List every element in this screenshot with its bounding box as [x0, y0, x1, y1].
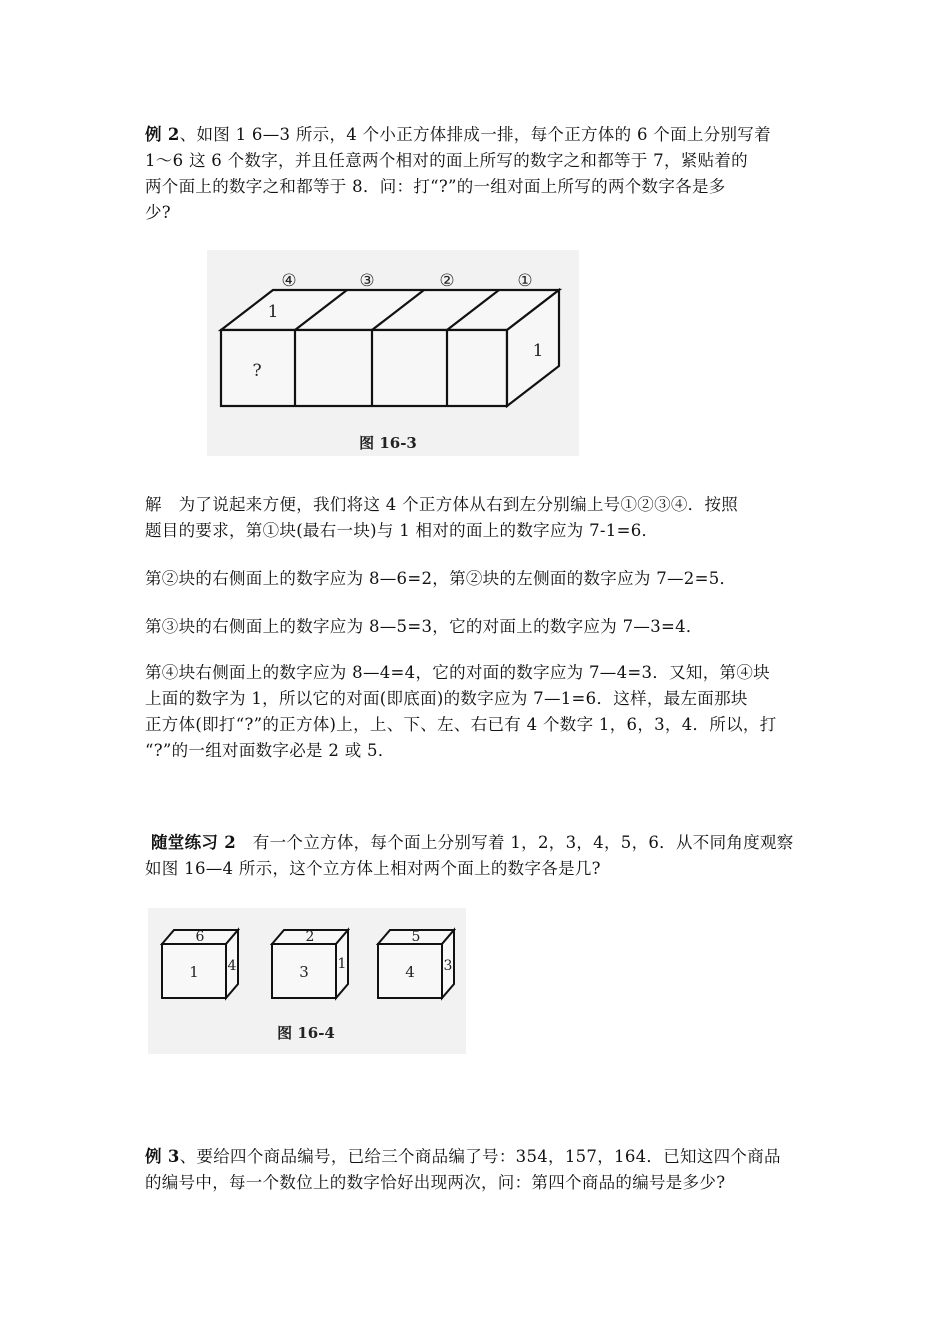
solution-line-2: 题目的要求，第①块(最右一块)与 1 相对的面上的数字应为 7-1=6．	[145, 521, 659, 540]
figure-16-3-caption: 图 16-3	[359, 434, 417, 452]
figure-16-4-caption: 图 16-4	[277, 1024, 335, 1042]
example-3-line-1: 例 3、要给四个商品编号，已给三个商品编了号：354，157，164．已知这四个商品	[145, 1147, 781, 1166]
figure-16-4	[148, 908, 466, 1054]
cube-2-top: 2	[305, 929, 315, 945]
cube-3-right: 3	[443, 958, 453, 974]
practice-2-line-1: 随堂练习 2 有一个立方体，每个面上分别写着 1，2，3，4，5，6．从不同角度观察	[151, 833, 794, 852]
solution-step-4-line-2: 上面的数字为 1，所以它的对面(即底面)的数字应为 7—1=6．这样，最左面那块	[145, 689, 748, 708]
example-3-label: 例 3	[145, 1147, 180, 1166]
cube-label-3: ③	[359, 271, 375, 291]
example-2-line-4: 少?	[145, 203, 171, 222]
cube-2-right: 1	[337, 956, 347, 972]
cube-label-2: ②	[439, 271, 455, 291]
cube-2-front: 3	[299, 963, 309, 981]
example-3-problem	[145, 1144, 810, 1196]
cube-label-4: ④	[281, 271, 297, 291]
solution-intro	[145, 492, 810, 544]
cube-3-top: 5	[411, 929, 421, 945]
cube-1-top: 6	[195, 929, 205, 945]
example-2-label: 例 2	[145, 125, 180, 144]
solution-step-2: 第②块的右侧面上的数字应为 8—6=2，第②块的左侧面的数字应为 7—2=5．	[145, 569, 737, 588]
right-face-number: 1	[532, 341, 544, 361]
example-3-line-2: 的编号中，每一个数位上的数字恰好出现两次，问：第四个商品的编号是多少?	[145, 1173, 726, 1192]
example-2-line-1: 例 2、如图 1 6—3 所示，4 个小正方体排成一排，每个正方体的 6 个面上分别写着	[145, 125, 771, 144]
solution-step-4-line-3: 正方体(即打“?”的正方体)上，上、下、左、右已有 4 个数字 1，6，3，4．所以，打	[145, 715, 777, 734]
example-2-line-2: 1～6 这 6 个数字，并且任意两个相对的面上所写的数字之和都等于 7，紧贴着的	[145, 151, 748, 170]
practice-2-line-2: 如图 16—4 所示，这个立方体上相对两个面上的数字各是几?	[145, 859, 601, 878]
four-cubes-diagram	[207, 250, 579, 456]
cube-3-front: 4	[405, 963, 415, 981]
cube-label-1: ①	[517, 271, 533, 291]
three-cube-views-diagram	[148, 908, 466, 1054]
solution-step-4-line-4: “?”的一组对面数字必是 2 或 5．	[145, 741, 395, 760]
solution-line-1: 解 为了说起来方便，我们将这 4 个正方体从右到左分别编上号①②③④．按照	[145, 495, 739, 514]
practice-2-label: 随堂练习 2	[151, 833, 237, 852]
cube-1-front: 1	[189, 963, 199, 981]
practice-2-problem	[145, 830, 810, 882]
solution-step-4	[145, 660, 810, 764]
top-face-number: 1	[267, 302, 279, 322]
example-2-line-3: 两个面上的数字之和都等于 8．问：打“?”的一组对面上所写的两个数字各是多	[145, 177, 726, 196]
solution-step-3: 第③块的右侧面上的数字应为 8—5=3，它的对面上的数字应为 7—3=4．	[145, 617, 703, 636]
question-face: ?	[252, 361, 262, 381]
figure-16-3	[207, 250, 579, 456]
solution-step-4-line-1: 第④块右侧面上的数字应为 8—4=4，它的对面的数字应为 7—4=3．又知，第④块	[145, 663, 770, 682]
example-2-problem	[145, 122, 810, 226]
cube-1-right: 4	[227, 958, 237, 974]
